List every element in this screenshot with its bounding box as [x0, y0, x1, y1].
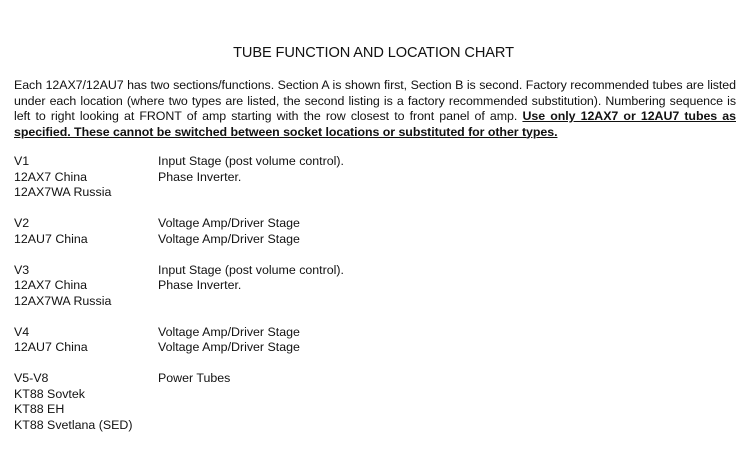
tube-location: [14, 263, 158, 310]
intro-paragraph: [14, 78, 736, 140]
tube-function-section-b: Voltage Amp/Driver Stage: [158, 231, 300, 246]
tube-type: KT88 Svetlana (SED): [14, 417, 133, 432]
intro-text: Each 12AX7/12AU7 has two sections/functions. Section A is shown first, Section B is second. Factory recommended tubes are listed under each location (where two types are listed, the second listing is a factory recommended substitution). Numbering sequence is left to right looking at FRONT of amp starting with the row closest to front panel of amp.: [14, 78, 736, 123]
tube-type: 12AX7WA Russia: [14, 185, 112, 199]
tube-type: KT88 EH: [14, 402, 65, 416]
intro-warning: Use only 12AX7 or 12AU7 tubes as specified. These cannot be switched between socket locations or substituted for other types.: [14, 109, 736, 139]
tube-entry-v3: [14, 263, 734, 310]
tube-function-section-a: Voltage Amp/Driver Stage: [158, 216, 300, 230]
tube-function: Power Tubes: [158, 371, 231, 385]
tube-entry-v2: [14, 216, 734, 247]
tube-location: [14, 216, 158, 247]
tube-function-section-a: Input Stage (post volume control).: [158, 154, 344, 168]
tube-function-section-b: Voltage Amp/Driver Stage: [158, 340, 300, 354]
tube-function-section-a: Voltage Amp/Driver Stage: [158, 324, 300, 339]
tube-type: 12AU7 China: [14, 231, 88, 246]
tube-function-section-b: Phase Inverter.: [158, 169, 242, 184]
tube-type: KT88 Sovtek: [14, 386, 85, 401]
tube-type: 12AX7 China: [14, 278, 88, 292]
tube-position: V1: [14, 154, 30, 168]
tube-functions: [158, 325, 734, 356]
tube-functions: [158, 154, 734, 201]
tube-entry-v4: [14, 325, 734, 356]
tube-function-section-b: Phase Inverter.: [158, 278, 242, 292]
tube-functions: [158, 371, 734, 433]
tube-entry-v5-v8: [14, 371, 734, 433]
tube-function-section-a: Input Stage (post volume control).: [158, 262, 344, 277]
tube-functions: [158, 216, 734, 247]
tube-type: 12AU7 China: [14, 340, 88, 354]
tube-location: [14, 154, 158, 201]
tube-location: [14, 325, 158, 356]
tube-location: [14, 371, 158, 433]
tube-functions: [158, 263, 734, 310]
tube-position: V4: [14, 324, 30, 339]
tube-type: 12AX7WA Russia: [14, 293, 112, 308]
tube-position: V3: [14, 262, 30, 277]
tube-position: V2: [14, 216, 30, 230]
tube-entry-v1: [14, 154, 734, 201]
tube-position: V5-V8: [14, 371, 49, 385]
tube-type: 12AX7 China: [14, 169, 88, 184]
page-title: TUBE FUNCTION AND LOCATION CHART: [233, 45, 514, 61]
tube-list: [14, 154, 734, 449]
